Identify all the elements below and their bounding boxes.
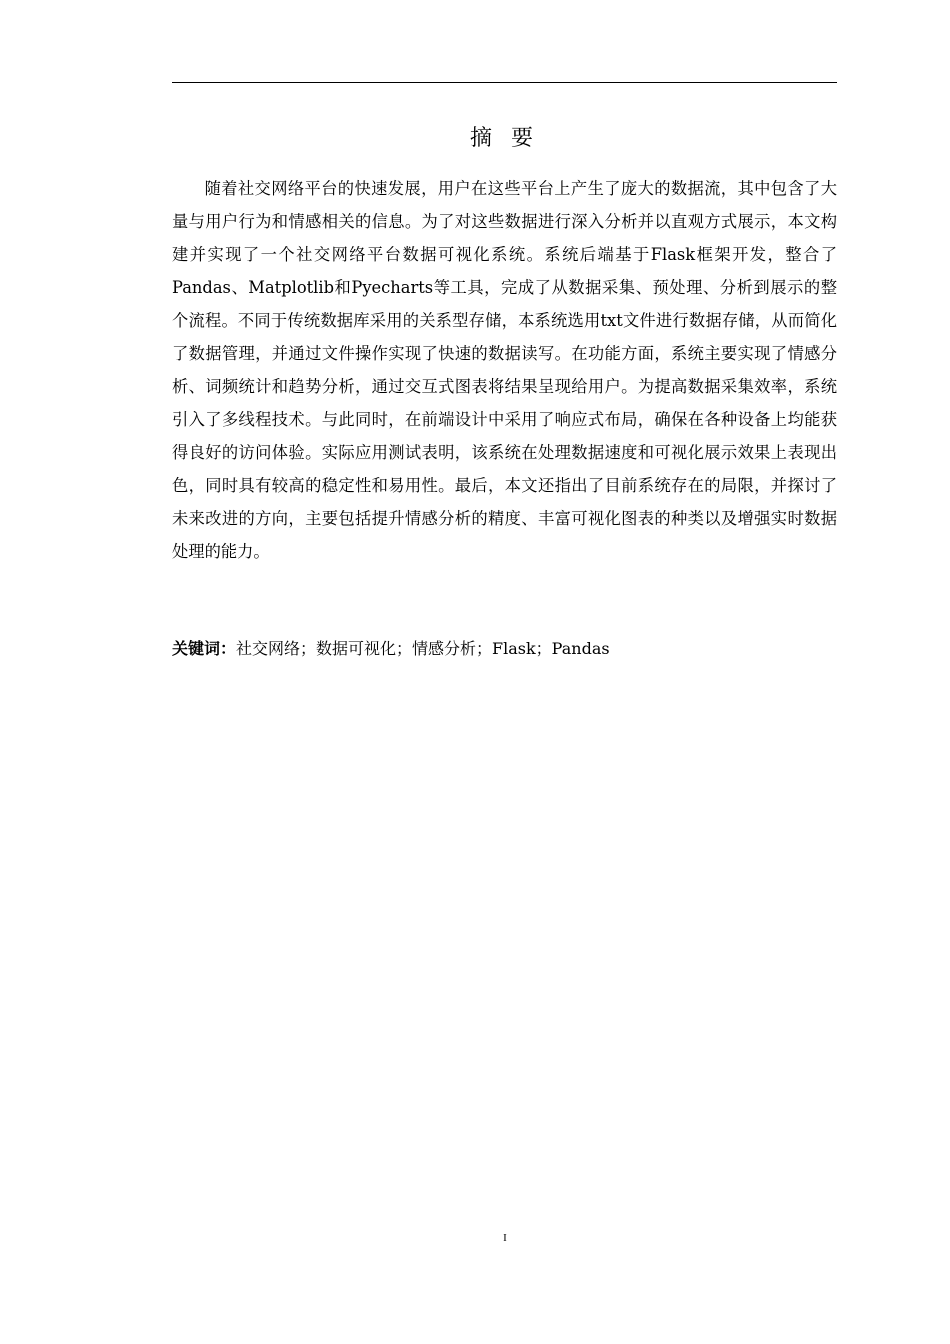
keywords (172, 632, 837, 665)
header-rule (172, 82, 837, 83)
abstract-title: 摘 要 (470, 126, 539, 151)
keywords-label: 关键词： (172, 639, 237, 658)
keywords-values: 社交网络；数据可视化；情感分析；Flask；Pandas (236, 639, 610, 658)
abstract-body: 随着社交网络平台的快速发展，用户在这些平台上产生了庞大的数据流，其中包含了大量与用户行为和情感相关的信息。为了对这些数据进行深入分析并以直观方式展示，本文构建并实现了一个社交网络平台数据可视化系统。系统后端基于Flask框架开发，整合了Pandas、Matplotlib和Pyecharts等工具，完成了从数据采集、预处理、分析到展示的整个流程。不同于传统数据库采用的关系型存储，本系统选用txt文件进行数据存储，从而简化了数据管理，并通过文件操作实现了快速的数据读写。在功能方面，系统主要实现了情感分析、词频统计和趋势分析，通过交互式图表将结果呈现给用户。为提高数据采集效率，系统引入了多线程技术。与此同时，在前端设计中采用了响应式布局，确保在各种设备上均能获得良好的访问体验。实际应用测试表明，该系统在处理数据速度和可视化展示效果上表现出色，同时具有较高的稳定性和易用性。最后，本文还指出了目前系统存在的局限，并探讨了未来改进的方向，主要包括提升情感分析的精度、丰富可视化图表的种类以及增强实时数据处理的能力。 (172, 179, 837, 561)
page-number: I (503, 1232, 507, 1244)
